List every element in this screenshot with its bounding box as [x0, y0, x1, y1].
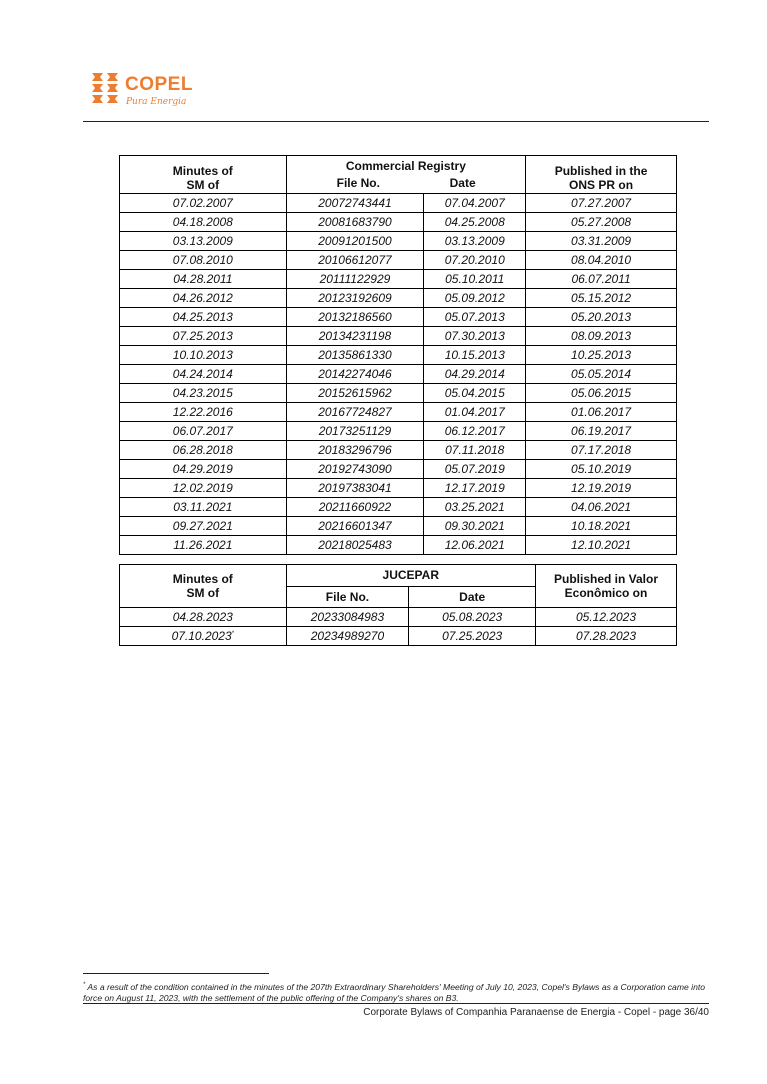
- cell-published-date: 05.05.2014: [526, 365, 677, 384]
- cell-file-no: 20218025483: [286, 536, 424, 555]
- cell-file-no: 20216601347: [286, 517, 424, 536]
- table-row: [120, 498, 677, 517]
- table-row: [120, 365, 677, 384]
- commercial-registry-table: [119, 155, 677, 555]
- cell-file-no: 20192743090: [286, 460, 424, 479]
- footnote-marker: *: [83, 982, 86, 988]
- header-commercial-registry: [286, 156, 526, 194]
- cell-published-date: 04.06.2021: [526, 498, 677, 517]
- cell-published-date: 08.04.2010: [526, 251, 677, 270]
- header-registry-label: Commercial Registry: [345, 158, 466, 173]
- cell-registry-date: 12.17.2019: [424, 479, 526, 498]
- cell-minutes-date: 03.11.2021: [120, 498, 287, 517]
- cell-minutes-date: 04.18.2008: [120, 213, 287, 232]
- cell-file-no: 20234989270: [286, 627, 409, 646]
- logo-brand-text: COPEL: [125, 74, 193, 95]
- footnote-text: As a result of the condition contained in the minutes of the 207th Extraordinary Shareholders' Meeting of July 10, 2023, Copel's Bylaws as a Corporation came into force on August 11, 2023, with the settlement of the public offering of the Company's shares on B3.: [83, 981, 706, 1003]
- cell-published-date: 05.20.2013: [526, 308, 677, 327]
- jucepar-rows: [120, 608, 677, 646]
- cell-registry-date: 07.30.2013: [424, 327, 526, 346]
- cell-published-date: 06.07.2011: [526, 270, 677, 289]
- cell-published-date: 07.28.2023: [536, 627, 677, 646]
- cell-registry-date: 01.04.2017: [424, 403, 526, 422]
- header-date: Date: [449, 175, 476, 190]
- cell-published-date: 12.10.2021: [526, 536, 677, 555]
- cell-file-no: 20091201500: [286, 232, 424, 251]
- cell-file-no: 20135861330: [286, 346, 424, 365]
- header-published: Published in the ONS PR on: [526, 156, 677, 194]
- cell-published-date: 05.12.2023: [536, 608, 677, 627]
- table-row: [120, 308, 677, 327]
- cell-published-date: 10.18.2021: [526, 517, 677, 536]
- cell-minutes-date: 07.25.2013: [120, 327, 287, 346]
- footer-divider: [83, 1003, 709, 1004]
- cell-registry-date: 05.07.2013: [424, 308, 526, 327]
- table-row: [120, 327, 677, 346]
- header-minutes: Minutes of SM of: [120, 156, 287, 194]
- cell-file-no: 20197383041: [286, 479, 424, 498]
- table-row: [120, 460, 677, 479]
- footnote-reference: *: [231, 631, 234, 637]
- cell-registry-date: 05.10.2011: [424, 270, 526, 289]
- cell-minutes-date: 07.08.2010: [120, 251, 287, 270]
- cell-file-no: 20152615962: [286, 384, 424, 403]
- cell-minutes-date: 12.22.2016: [120, 403, 287, 422]
- cell-minutes-date: 04.28.2011: [120, 270, 287, 289]
- cell-published-date: 03.31.2009: [526, 232, 677, 251]
- cell-minutes-date: 07.10.2023*: [120, 627, 287, 646]
- cell-published-date: 12.19.2019: [526, 479, 677, 498]
- cell-registry-date: 07.25.2023: [409, 627, 536, 646]
- cell-minutes-date: 11.26.2021: [120, 536, 287, 555]
- cell-minutes-date: 04.25.2013: [120, 308, 287, 327]
- cell-minutes-date: 04.29.2019: [120, 460, 287, 479]
- cell-file-no: 20183296796: [286, 441, 424, 460]
- cell-file-no: 20123192609: [286, 289, 424, 308]
- header-minutes: Minutes of SM of: [120, 565, 287, 608]
- cell-registry-date: 04.29.2014: [424, 365, 526, 384]
- cell-file-no: 20106612077: [286, 251, 424, 270]
- table-row: [120, 608, 677, 627]
- table-row: [120, 213, 677, 232]
- table-header-row: [120, 156, 677, 194]
- cell-published-date: 06.19.2017: [526, 422, 677, 441]
- cell-registry-date: 03.25.2021: [424, 498, 526, 517]
- cell-registry-date: 07.04.2007: [424, 194, 526, 213]
- cell-registry-date: 06.12.2017: [424, 422, 526, 441]
- cell-published-date: 05.27.2008: [526, 213, 677, 232]
- cell-minutes-date: 03.13.2009: [120, 232, 287, 251]
- cell-registry-date: 03.13.2009: [424, 232, 526, 251]
- table-row: [120, 270, 677, 289]
- cell-file-no: 20134231198: [286, 327, 424, 346]
- header-published: Published in Valor Econômico on: [536, 565, 677, 608]
- cell-registry-date: 07.11.2018: [424, 441, 526, 460]
- header-divider: [83, 121, 709, 122]
- cell-minutes-date: 12.02.2019: [120, 479, 287, 498]
- cell-registry-date: 05.08.2023: [409, 608, 536, 627]
- table-row: [120, 232, 677, 251]
- cell-file-no: 20081683790: [286, 213, 424, 232]
- cell-registry-date: 10.15.2013: [424, 346, 526, 365]
- page-footer: Corporate Bylaws of Companhia Paranaense de Energia - Copel - page 36/40: [363, 1007, 709, 1018]
- cell-file-no: 20173251129: [286, 422, 424, 441]
- commercial-registry-rows: [120, 194, 677, 555]
- table-row: [120, 422, 677, 441]
- header-file-no: File No.: [336, 175, 380, 190]
- cell-minutes-date: 04.23.2015: [120, 384, 287, 403]
- cell-file-no: 20072743441: [286, 194, 424, 213]
- table-header-row: [120, 565, 677, 587]
- header-jucepar: JUCEPAR: [286, 565, 535, 587]
- header-date: Date: [409, 586, 536, 608]
- table-row: [120, 441, 677, 460]
- table-row: [120, 536, 677, 555]
- cell-published-date: 05.15.2012: [526, 289, 677, 308]
- cell-file-no: 20132186560: [286, 308, 424, 327]
- cell-registry-date: 09.30.2021: [424, 517, 526, 536]
- table-row: [120, 346, 677, 365]
- cell-minutes-date: 04.24.2014: [120, 365, 287, 384]
- table-row: [120, 384, 677, 403]
- cell-published-date: 08.09.2013: [526, 327, 677, 346]
- cell-registry-date: 05.09.2012: [424, 289, 526, 308]
- table-row: [120, 403, 677, 422]
- cell-minutes-date: 10.10.2013: [120, 346, 287, 365]
- cell-published-date: 05.06.2015: [526, 384, 677, 403]
- cell-minutes-date: 07.02.2007: [120, 194, 287, 213]
- cell-file-no: 20142274046: [286, 365, 424, 384]
- cell-file-no: 20111122929: [286, 270, 424, 289]
- table-row: [120, 289, 677, 308]
- cell-file-no: 20167724827: [286, 403, 424, 422]
- footnote: [83, 980, 711, 1004]
- table-row: [120, 517, 677, 536]
- cell-published-date: 05.10.2019: [526, 460, 677, 479]
- cell-published-date: 07.27.2007: [526, 194, 677, 213]
- logo-tagline: Pura Energia: [126, 97, 187, 107]
- header-file-no: File No.: [286, 586, 409, 608]
- cell-registry-date: 05.07.2019: [424, 460, 526, 479]
- cell-minutes-date: 09.27.2021: [120, 517, 287, 536]
- cell-registry-date: 04.25.2008: [424, 213, 526, 232]
- copel-emblem-icon: [90, 72, 120, 106]
- cell-file-no: 20233084983: [286, 608, 409, 627]
- cell-published-date: 10.25.2013: [526, 346, 677, 365]
- cell-published-date: 01.06.2017: [526, 403, 677, 422]
- cell-minutes-date: 04.26.2012: [120, 289, 287, 308]
- cell-registry-date: 12.06.2021: [424, 536, 526, 555]
- table-row: [120, 194, 677, 213]
- cell-file-no: 20211660922: [286, 498, 424, 517]
- footnote-divider: [83, 973, 269, 974]
- cell-published-date: 07.17.2018: [526, 441, 677, 460]
- cell-minutes-date: 06.07.2017: [120, 422, 287, 441]
- cell-minutes-date: 06.28.2018: [120, 441, 287, 460]
- table-row: [120, 251, 677, 270]
- cell-minutes-date: 04.28.2023: [120, 608, 287, 627]
- cell-registry-date: 07.20.2010: [424, 251, 526, 270]
- table-row: [120, 627, 677, 646]
- jucepar-table: [119, 564, 677, 646]
- cell-registry-date: 05.04.2015: [424, 384, 526, 403]
- table-row: [120, 479, 677, 498]
